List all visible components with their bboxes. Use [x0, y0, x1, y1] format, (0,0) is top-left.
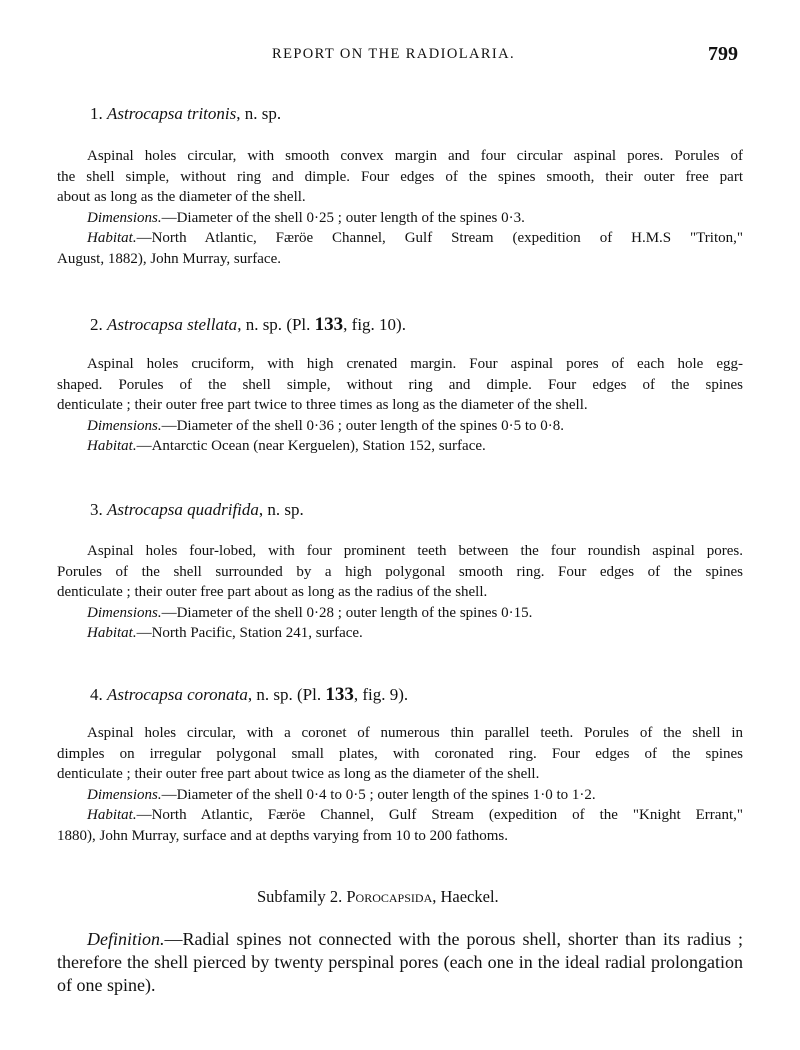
habitat-line: August, 1882), John Murray, surface.	[57, 250, 281, 267]
description-line: shaped. Porules of the shell simple, without ring and dimple. Four edges of the spines	[57, 376, 743, 393]
plate-figure: , fig. 9).	[353, 685, 409, 704]
habitat-label: Habitat.	[87, 807, 137, 823]
description-line: Aspinal holes circular, with smooth convex margin and four circular aspinal pores. Porules of	[87, 148, 743, 164]
species-number: 1.	[90, 104, 103, 123]
species-title-coronata	[90, 684, 408, 706]
dimensions-label: Dimensions.	[87, 417, 162, 434]
dimensions-text: —Diameter of the shell 0·28 ; outer length of the spines 0·15.	[161, 604, 533, 621]
dimensions-line	[57, 208, 743, 229]
habitat-line: 1880), John Murray, surface and at depths varying from 10 to 200 fathoms.	[57, 827, 509, 844]
dimensions-text: —Diameter of the shell 0·36 ; outer length of the spines 0·5 to 0·8.	[161, 417, 565, 434]
species-title-stellata	[90, 314, 406, 336]
species-suffix: , n. sp.	[258, 500, 304, 519]
species-name: Astrocapsa tritonis	[107, 104, 237, 123]
species-title-quadrifida	[90, 500, 304, 520]
dimensions-label: Dimensions.	[87, 786, 162, 803]
definition-label: Definition.	[87, 929, 165, 949]
definition-text: —Radial spines not connected with the porous shell, shorter than its radius ; therefore the shell pierced by twenty perspinal pores (each one in the ideal radial prolongation of one spine).	[57, 929, 743, 995]
plate-figure: , fig. 10).	[343, 315, 406, 334]
habitat-text: —Antarctic Ocean (near Kerguelen), Station 152, surface.	[136, 438, 486, 454]
plate-prefix: (Pl.	[297, 685, 326, 704]
dimensions-label: Dimensions.	[87, 604, 162, 621]
species-name: Astrocapsa coronata	[107, 685, 248, 704]
dimensions-line	[57, 785, 743, 806]
plate-reference	[297, 685, 408, 704]
species-body-coronata	[57, 723, 743, 846]
species-number: 3.	[90, 500, 103, 519]
species-suffix: , n. sp.	[236, 104, 282, 123]
species-name: Astrocapsa quadrifida	[107, 500, 259, 519]
subfamily-name: Porocapsida	[346, 887, 433, 906]
subfamily-author: , Haeckel.	[432, 887, 499, 906]
description-line: dimples on irregular polygonal small plates, with coronated ring. Four edges of the spines	[57, 745, 743, 762]
plate-prefix: (Pl.	[286, 315, 315, 334]
species-body-stellata	[57, 354, 743, 457]
subfamily-prefix: Subfamily 2.	[257, 887, 347, 906]
description-line: denticulate ; their outer free part twice to three times as long as the diameter of the shell.	[57, 397, 588, 413]
habitat-label: Habitat.	[87, 230, 137, 246]
dimensions-text: —Diameter of the shell 0·4 to 0·5 ; outer length of the spines 1·0 to 1·2.	[161, 786, 596, 803]
habitat-line	[57, 436, 743, 457]
habitat-label: Habitat.	[87, 438, 137, 454]
species-number: 2.	[90, 315, 103, 334]
plate-reference	[286, 315, 406, 334]
dimensions-line	[57, 416, 743, 437]
dimensions-text: —Diameter of the shell 0·25 ; outer length of the spines 0·3.	[161, 209, 525, 226]
habitat-text: —North Atlantic, Færöe Channel, Gulf Stream (expedition of H.M.S "Triton,"	[136, 230, 743, 246]
species-number: 4.	[90, 685, 103, 704]
species-title-tritonis	[90, 104, 281, 124]
habitat-line	[57, 623, 743, 644]
species-name: Astrocapsa stellata	[107, 315, 238, 334]
subfamily-heading	[257, 887, 499, 907]
habitat-text: —North Atlantic, Færöe Channel, Gulf Stream (expedition of the "Knight Errant,"	[136, 807, 743, 823]
description-line: about as long as the diameter of the shell.	[57, 189, 306, 205]
description-line: Porules of the shell surrounded by a high polygonal smooth ring. Four edges of the spines	[57, 563, 743, 580]
description-line: the shell simple, without ring and dimple. Four edges of the spines smooth, their outer free part	[57, 168, 743, 185]
running-title: REPORT ON THE RADIOLARIA.	[272, 46, 516, 62]
habitat-text: —North Pacific, Station 241, surface.	[136, 625, 363, 641]
species-body-quadrifida	[57, 541, 743, 644]
description-line: Aspinal holes four-lobed, with four prominent teeth between the four roundish aspinal pores.	[87, 543, 743, 559]
plate-number: 133	[314, 314, 344, 335]
species-suffix: , n. sp.	[247, 685, 293, 704]
description-line: denticulate ; their outer free part about twice as long as the diameter of the shell.	[57, 766, 540, 782]
plate-number: 133	[325, 684, 354, 705]
description-line: Aspinal holes cruciform, with high crenated margin. Four aspinal pores of each hole egg-	[87, 356, 743, 372]
description-line: Aspinal holes circular, with a coronet of numerous thin parallel teeth. Porules of the shell in	[87, 725, 743, 741]
page-header	[0, 43, 800, 70]
species-suffix: , n. sp.	[237, 315, 283, 334]
habitat-line	[57, 228, 743, 249]
habitat-line	[57, 805, 743, 826]
description-line: denticulate ; their outer free part about as long as the radius of the shell.	[57, 584, 488, 600]
habitat-label: Habitat.	[87, 625, 137, 641]
page-number: 799	[708, 43, 738, 65]
species-body-tritonis	[57, 146, 743, 269]
dimensions-label: Dimensions.	[87, 209, 162, 226]
definition-paragraph	[57, 928, 743, 997]
dimensions-line	[57, 603, 743, 624]
